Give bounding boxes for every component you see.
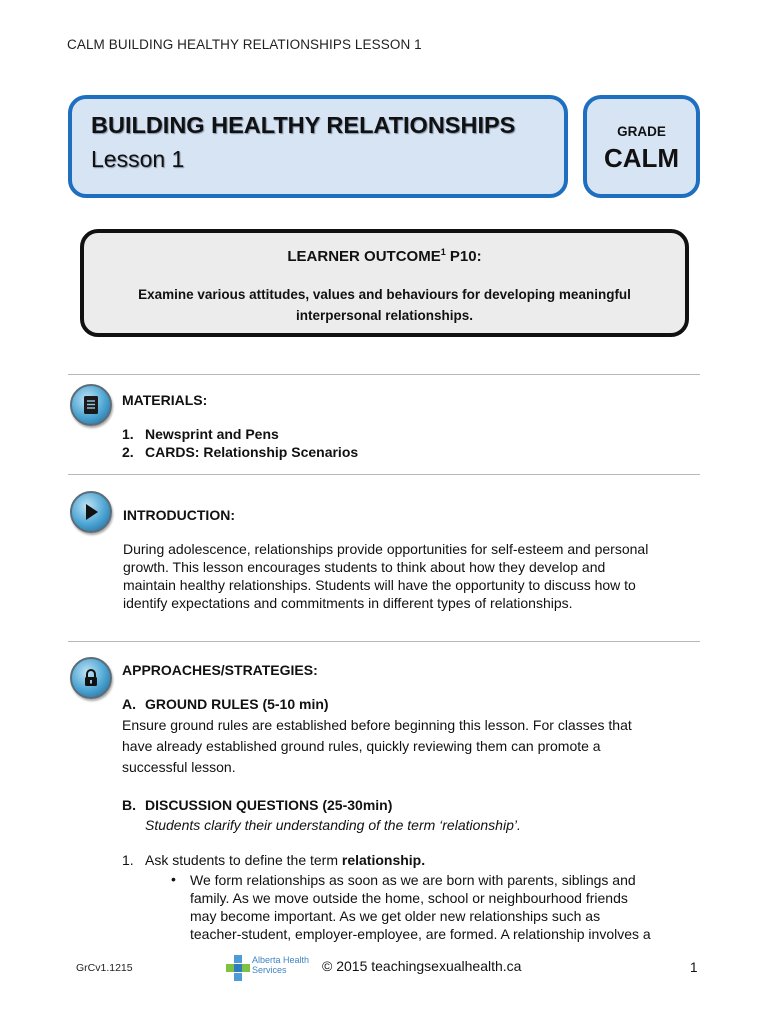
footnote-marker: 1 <box>440 247 446 257</box>
item-text: Newsprint and Pens <box>145 426 279 442</box>
text-line: have already established ground rules, quickly reviewing them can promote a <box>122 738 601 754</box>
document-title: BUILDING HEALTHY RELATIONSHIPS <box>91 112 516 138</box>
learner-outcome-text <box>104 284 665 326</box>
health-cross-icon <box>226 955 250 981</box>
outcome-code: P10: <box>445 248 482 265</box>
lock-icon <box>70 657 112 699</box>
discussion-title: DISCUSSION QUESTIONS (25-30min) <box>145 797 393 813</box>
item-number: 1. <box>122 852 134 868</box>
introduction-text <box>123 540 648 612</box>
running-header: CALM BUILDING HEALTHY RELATIONSHIPS LESSON 1 <box>67 37 422 52</box>
materials-heading: MATERIALS: <box>122 392 208 408</box>
ground-rules-text <box>122 715 632 778</box>
section-letter: B. <box>122 797 136 813</box>
text-line: may become important. As we get older new relationships such as <box>190 908 601 924</box>
text-line: successful lesson. <box>122 759 236 775</box>
grade-value: CALM <box>603 143 680 173</box>
text-line: We form relationships as soon as we are born with parents, siblings and <box>190 872 636 888</box>
title-box <box>68 95 568 198</box>
outcome-title-text: LEARNER OUTCOME <box>287 248 441 265</box>
question-text: Ask students to define the term <box>145 852 342 868</box>
section-divider <box>68 474 700 475</box>
footer-code: GrCv1.1215 <box>76 962 133 974</box>
question-term: relationship. <box>341 852 426 868</box>
discussion-subtitle: Students clarify their understanding of the term ‘relationship’. <box>145 817 521 833</box>
outcome-line: interpersonal relationships. <box>295 308 474 323</box>
learner-outcome-box <box>80 229 689 337</box>
bullet-text <box>190 871 651 943</box>
item-number: 2. <box>122 444 134 460</box>
section-letter: A. <box>122 696 136 712</box>
ground-rules-title: GROUND RULES (5-10 min) <box>145 696 329 712</box>
page-number: 1 <box>690 960 698 975</box>
item-text: CARDS: Relationship Scenarios <box>145 444 359 460</box>
grade-box <box>583 95 700 198</box>
text-line: During adolescence, relationships provide opportunities for self-esteem and personal <box>123 541 649 557</box>
outcome-line: Examine various attitudes, values and behaviours for developing meaningful <box>138 287 631 302</box>
ground-rules-heading <box>122 696 329 712</box>
introduction-heading: INTRODUCTION: <box>123 507 235 523</box>
logo-line: Alberta Health <box>252 955 310 965</box>
discussion-heading <box>122 797 392 813</box>
item-number: 1. <box>122 426 134 442</box>
alberta-health-logo <box>226 955 310 986</box>
text-line: Ensure ground rules are established before beginning this lesson. For classes that <box>122 717 632 733</box>
copyright-text: © 2015 teachingsexualhealth.ca <box>322 958 522 974</box>
text-line: maintain healthy relationships. Students will have the opportunity to discuss how to <box>123 577 636 593</box>
grade-label: GRADE <box>617 124 666 139</box>
question-item <box>122 851 425 869</box>
document-icon <box>70 384 112 426</box>
text-line: family. As we move outside the home, school or neighbourhood friends <box>190 890 628 906</box>
logo-text <box>252 955 309 975</box>
document-subtitle: Lesson 1 <box>91 146 185 172</box>
logo-line: Services <box>252 965 287 975</box>
list-item <box>122 444 358 460</box>
text-line: identify expectations and commitments in different types of relationships. <box>123 595 573 611</box>
list-item <box>122 426 279 442</box>
section-divider <box>68 374 700 375</box>
bullet-icon: • <box>171 871 176 887</box>
approaches-heading: APPROACHES/STRATEGIES: <box>122 662 318 678</box>
play-icon <box>70 491 112 533</box>
text-line: teacher-student, employer-employee, are formed. A relationship involves a <box>190 926 651 942</box>
section-divider <box>68 641 700 642</box>
text-line: growth. This lesson encourages students to think about how they develop and <box>123 559 606 575</box>
learner-outcome-title <box>84 247 685 265</box>
